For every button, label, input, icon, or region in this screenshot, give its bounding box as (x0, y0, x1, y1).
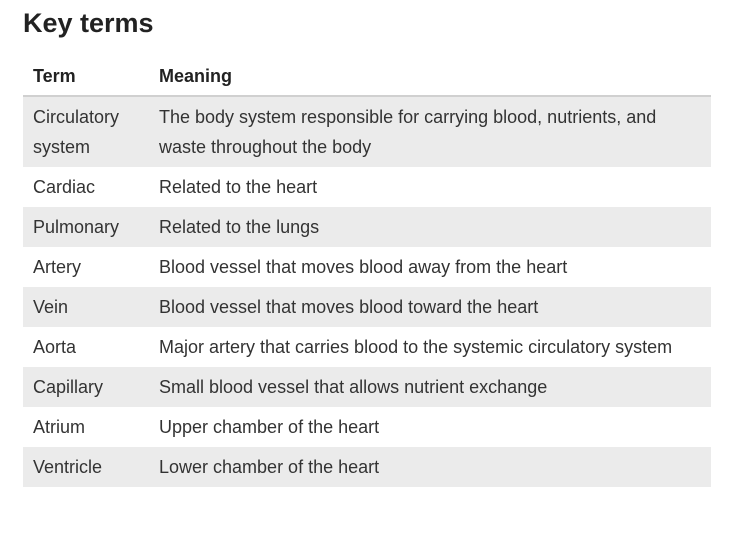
meaning-cell: Blood vessel that moves blood toward the heart (149, 287, 711, 327)
meaning-cell: Small blood vessel that allows nutrient exchange (149, 367, 711, 407)
meaning-cell: Upper chamber of the heart (149, 407, 711, 447)
table-body (23, 96, 711, 487)
table-header (23, 57, 711, 96)
term-cell: Ventricle (23, 447, 149, 487)
term-cell: Cardiac (23, 167, 149, 207)
column-header-meaning: Meaning (149, 57, 711, 96)
key-terms-table (23, 57, 711, 487)
table-row (23, 167, 711, 207)
term-cell: Vein (23, 287, 149, 327)
table-row (23, 447, 711, 487)
table-header-row (23, 57, 711, 96)
meaning-cell: Major artery that carries blood to the systemic circulatory system (149, 327, 711, 367)
meaning-cell: Related to the lungs (149, 207, 711, 247)
page-title: Key terms (23, 8, 154, 38)
term-cell: Atrium (23, 407, 149, 447)
column-header-term: Term (23, 57, 149, 96)
meaning-cell: Blood vessel that moves blood away from the heart (149, 247, 711, 287)
term-cell: Capillary (23, 367, 149, 407)
meaning-cell: The body system responsible for carrying blood, nutrients, and waste throughout the body (149, 96, 711, 167)
table-row (23, 96, 711, 167)
term-cell: Circulatory system (23, 96, 149, 167)
table-row (23, 327, 711, 367)
term-cell: Artery (23, 247, 149, 287)
term-cell: Pulmonary (23, 207, 149, 247)
table-row (23, 367, 711, 407)
table-row (23, 287, 711, 327)
table-row (23, 247, 711, 287)
term-cell: Aorta (23, 327, 149, 367)
table-row (23, 207, 711, 247)
meaning-cell: Lower chamber of the heart (149, 447, 711, 487)
meaning-cell: Related to the heart (149, 167, 711, 207)
table-row (23, 407, 711, 447)
